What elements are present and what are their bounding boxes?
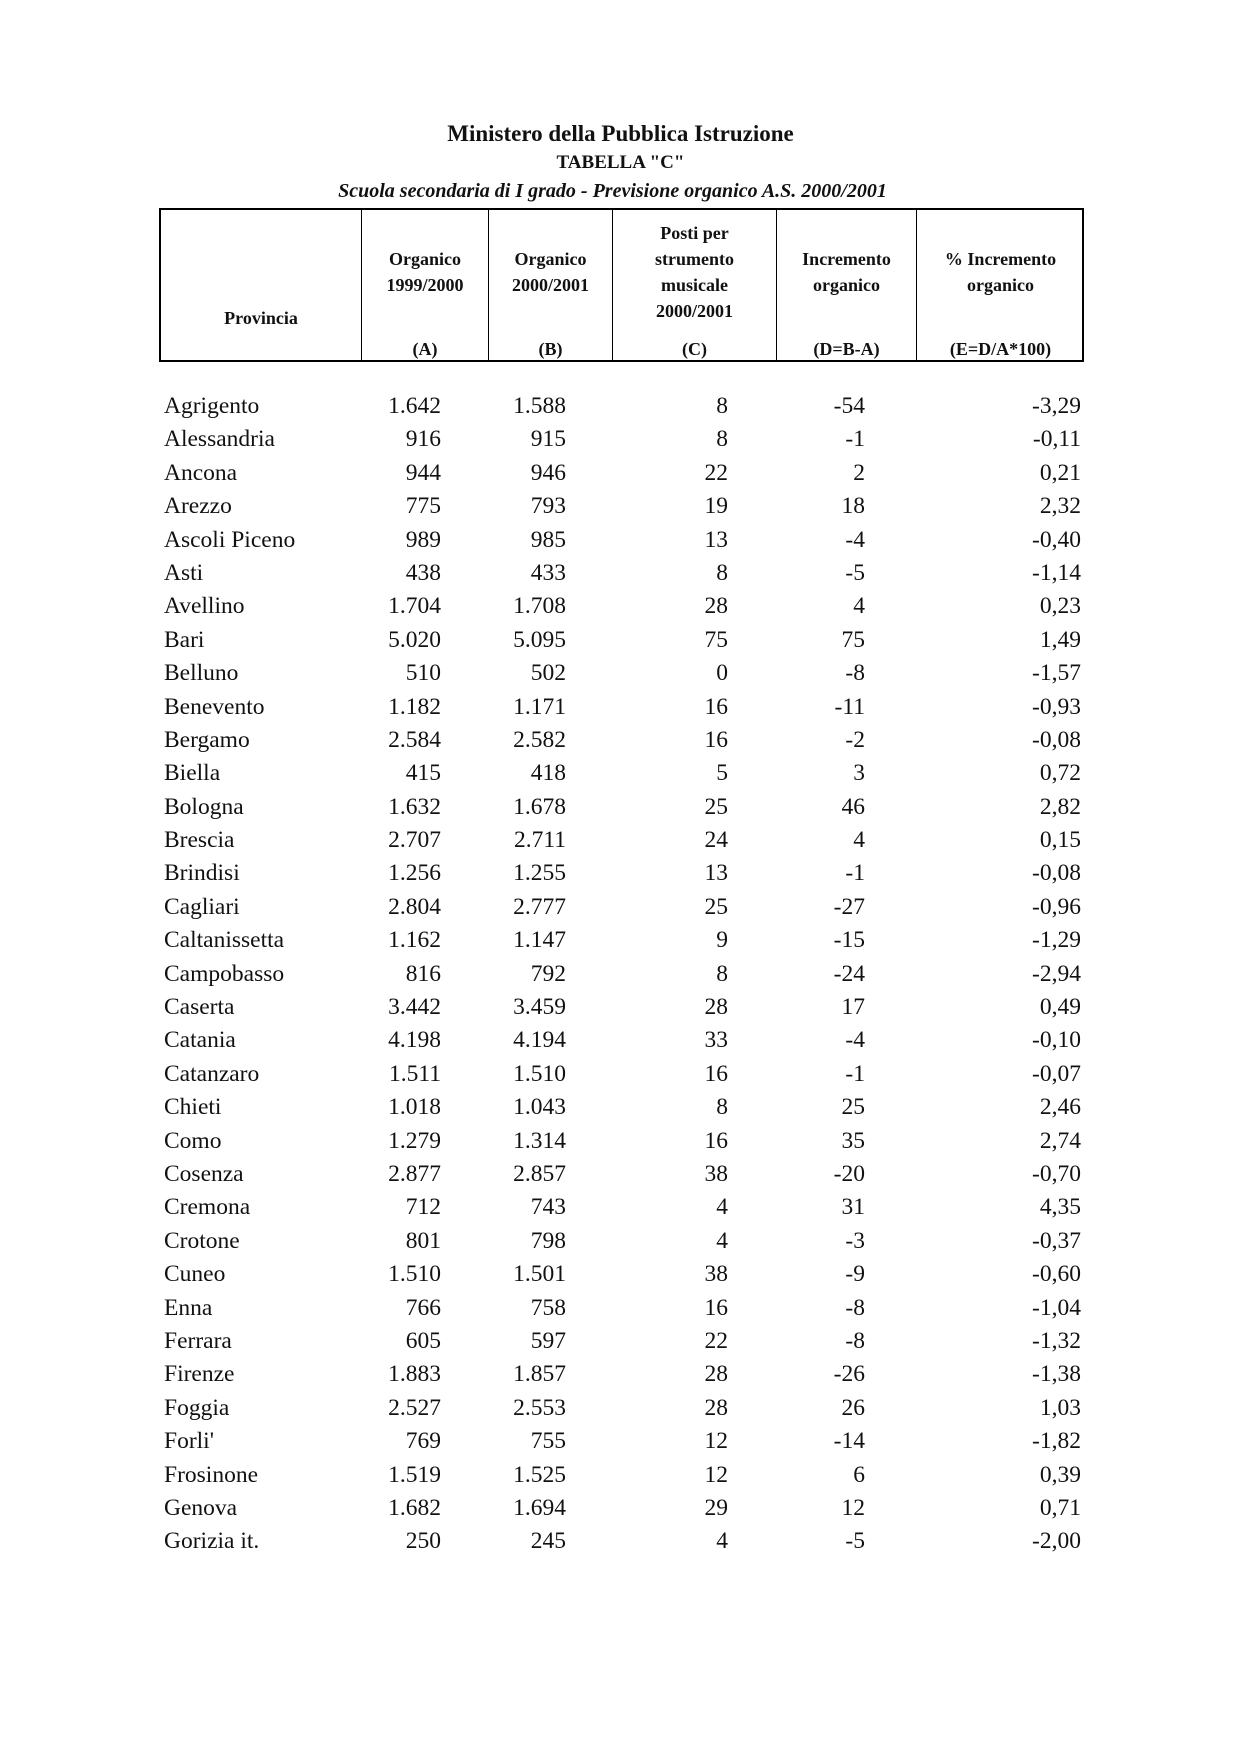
provincia-cell: Bari — [164, 626, 205, 653]
posti-strumento-cell: 38 — [704, 1261, 728, 1288]
perc-incremento-cell: -0,96 — [1032, 893, 1081, 920]
organico-2000-cell: 502 — [530, 660, 566, 687]
organico-2000-cell: 1.510 — [513, 1060, 566, 1087]
posti-strumento-cell: 12 — [704, 1461, 728, 1488]
organico-1999-cell: 2.877 — [388, 1160, 441, 1187]
organico-2000-cell: 433 — [530, 559, 566, 586]
table-row — [159, 991, 1084, 1024]
organico-2000-cell: 245 — [530, 1528, 566, 1555]
incremento-cell: 75 — [841, 626, 865, 653]
organico-2000-cell: 792 — [530, 960, 566, 987]
table-row — [159, 1258, 1084, 1291]
table-row — [159, 1024, 1084, 1057]
provincia-cell: Arezzo — [164, 493, 232, 520]
table-label: TABELLA "C" — [556, 152, 685, 173]
column-header-code: (D=B-A) — [813, 339, 880, 359]
organico-2000-cell: 1.314 — [513, 1127, 566, 1154]
provincia-cell: Frosinone — [164, 1461, 258, 1488]
table-row — [159, 1058, 1084, 1091]
column-header-label: Organico 2000/2001 — [511, 249, 589, 295]
incremento-cell: 31 — [841, 1194, 865, 1221]
incremento-cell: -4 — [845, 526, 865, 553]
table-row — [159, 1225, 1084, 1258]
perc-incremento-cell: 1,49 — [1039, 626, 1081, 653]
organico-1999-cell: 1.256 — [388, 860, 441, 887]
table-row — [159, 1191, 1084, 1224]
organico-1999-cell: 1.162 — [388, 927, 441, 954]
provincia-cell: Campobasso — [164, 960, 285, 987]
organico-2000-cell: 755 — [530, 1428, 566, 1455]
organico-2000-cell: 1.678 — [513, 793, 566, 820]
organico-2000-cell: 2.777 — [513, 893, 566, 920]
posti-strumento-cell: 38 — [704, 1160, 728, 1187]
perc-incremento-cell: -2,00 — [1032, 1528, 1081, 1555]
table-row — [159, 857, 1084, 890]
table-row — [159, 624, 1084, 657]
organico-2000-cell: 597 — [530, 1327, 566, 1354]
perc-incremento-cell: -1,82 — [1032, 1428, 1081, 1455]
table-row — [159, 1392, 1084, 1425]
provincia-cell: Ferrara — [164, 1327, 232, 1354]
header-organico-2000 — [489, 210, 613, 360]
organico-1999-cell: 775 — [405, 493, 441, 520]
posti-strumento-cell: 8 — [716, 559, 728, 586]
header-organico-1999 — [362, 210, 489, 360]
table-subtitle: Scuola secondaria di I grado - Previsione organico A.S. 2000/2001 — [338, 180, 887, 202]
organico-2000-cell: 798 — [530, 1227, 566, 1254]
organico-2000-cell: 418 — [530, 760, 566, 787]
incremento-cell: 26 — [841, 1394, 865, 1421]
incremento-cell: 2 — [853, 459, 865, 486]
incremento-cell: -15 — [833, 927, 865, 954]
table-row — [159, 1358, 1084, 1391]
table-row — [159, 1091, 1084, 1124]
table-row — [159, 958, 1084, 991]
perc-incremento-cell: 2,82 — [1039, 793, 1081, 820]
organico-2000-cell: 1.147 — [513, 927, 566, 954]
provincia-cell: Como — [164, 1127, 222, 1154]
perc-incremento-cell: -1,32 — [1032, 1327, 1081, 1354]
organico-2000-cell: 1.708 — [513, 593, 566, 620]
provincia-cell: Crotone — [164, 1227, 240, 1254]
column-header-label: % Incremento organico — [944, 249, 1057, 295]
posti-strumento-cell: 29 — [704, 1494, 728, 1521]
provincia-cell: Genova — [164, 1494, 238, 1521]
posti-strumento-cell: 16 — [704, 1294, 728, 1321]
incremento-cell: -14 — [833, 1428, 865, 1455]
provincia-cell: Ancona — [164, 459, 238, 486]
table-row — [159, 891, 1084, 924]
organico-1999-cell: 712 — [405, 1194, 441, 1221]
provincia-cell: Cosenza — [164, 1160, 244, 1187]
perc-incremento-cell: -0,07 — [1032, 1060, 1081, 1087]
organico-1999-cell: 944 — [405, 459, 441, 486]
incremento-cell: -26 — [833, 1361, 865, 1388]
table-row — [159, 1459, 1084, 1492]
organico-1999-cell: 4.198 — [388, 1027, 441, 1054]
perc-incremento-cell: 4,35 — [1039, 1194, 1081, 1221]
incremento-cell: -27 — [833, 893, 865, 920]
organico-2000-cell: 1.694 — [513, 1494, 566, 1521]
table-row — [159, 1425, 1084, 1458]
perc-incremento-cell: -1,29 — [1032, 927, 1081, 954]
perc-incremento-cell: 2,46 — [1039, 1094, 1081, 1121]
provincia-cell: Asti — [164, 559, 204, 586]
organico-1999-cell: 989 — [405, 526, 441, 553]
provincia-cell: Foggia — [164, 1394, 230, 1421]
table-row — [159, 657, 1084, 690]
provincia-cell: Biella — [164, 760, 221, 787]
perc-incremento-cell: 0,39 — [1039, 1461, 1081, 1488]
organico-2000-cell: 793 — [530, 493, 566, 520]
incremento-cell: -4 — [845, 1027, 865, 1054]
organico-1999-cell: 2.707 — [388, 827, 441, 854]
table-header — [159, 208, 1084, 362]
header-perc-incremento — [917, 210, 1084, 360]
perc-incremento-cell: -0,40 — [1032, 526, 1081, 553]
table-body — [159, 390, 1084, 1559]
posti-strumento-cell: 8 — [716, 426, 728, 453]
posti-strumento-cell: 12 — [704, 1428, 728, 1455]
provincia-cell: Caltanissetta — [164, 927, 285, 954]
provincia-cell: Belluno — [164, 660, 239, 687]
incremento-cell: -1 — [845, 860, 865, 887]
perc-incremento-cell: -2,94 — [1032, 960, 1081, 987]
organico-2000-cell: 1.255 — [513, 860, 566, 887]
organico-2000-cell: 1.171 — [513, 693, 566, 720]
posti-strumento-cell: 24 — [704, 827, 728, 854]
table-row — [159, 924, 1084, 957]
column-header-code: (E=D/A*100) — [949, 339, 1052, 359]
provincia-cell: Bologna — [164, 793, 244, 820]
organico-1999-cell: 1.642 — [388, 393, 441, 419]
posti-strumento-cell: 4 — [716, 1227, 728, 1254]
provincia-cell: Brescia — [164, 827, 235, 854]
provincia-cell: Cuneo — [164, 1261, 226, 1288]
posti-strumento-cell: 9 — [716, 927, 728, 954]
table-row — [159, 1492, 1084, 1525]
incremento-cell: -24 — [833, 960, 865, 987]
posti-strumento-cell: 16 — [704, 726, 728, 753]
provincia-cell: Gorizia it. — [164, 1528, 260, 1555]
perc-incremento-cell: -1,14 — [1032, 559, 1081, 586]
provincia-cell: Cagliari — [164, 893, 240, 920]
perc-incremento-cell: 0,71 — [1039, 1494, 1081, 1521]
provincia-cell: Bergamo — [164, 726, 250, 753]
column-header-code: (C) — [682, 339, 707, 359]
table-row — [159, 791, 1084, 824]
perc-incremento-cell: -1,38 — [1032, 1361, 1081, 1388]
ministry-title: Ministero della Pubblica Istruzione — [447, 121, 794, 146]
column-header-label: Organico 1999/2000 — [386, 249, 464, 295]
posti-strumento-cell: 22 — [704, 1327, 728, 1354]
provincia-cell: Avellino — [164, 593, 245, 620]
organico-2000-cell: 2.553 — [513, 1394, 566, 1421]
organico-2000-cell: 1.525 — [513, 1461, 566, 1488]
organico-1999-cell: 769 — [405, 1428, 441, 1455]
provincia-cell: Firenze — [164, 1361, 235, 1388]
organico-1999-cell: 1.279 — [388, 1127, 441, 1154]
table-row — [159, 1325, 1084, 1358]
incremento-cell: 35 — [841, 1127, 865, 1154]
table-row — [159, 691, 1084, 724]
perc-incremento-cell: 0,15 — [1039, 827, 1081, 854]
perc-incremento-cell: -1,57 — [1032, 660, 1081, 687]
posti-strumento-cell: 16 — [704, 693, 728, 720]
provincia-cell: Caserta — [164, 994, 235, 1021]
organico-2000-cell: 2.857 — [513, 1160, 566, 1187]
organico-1999-cell: 250 — [405, 1528, 441, 1555]
organico-1999-cell: 5.020 — [388, 626, 441, 653]
organico-2000-cell: 1.588 — [513, 393, 566, 419]
organico-1999-cell: 1.519 — [388, 1461, 441, 1488]
incremento-cell: -8 — [845, 1327, 865, 1354]
perc-incremento-cell: -0,08 — [1032, 860, 1081, 887]
perc-incremento-cell: 0,72 — [1039, 760, 1081, 787]
perc-incremento-cell: -0,60 — [1032, 1261, 1081, 1288]
provincia-cell: Forli' — [164, 1428, 214, 1455]
column-header-label: Posti per strumento musicale 2000/2001 — [655, 223, 734, 321]
perc-incremento-cell: -0,93 — [1032, 693, 1081, 720]
organico-1999-cell: 2.804 — [388, 893, 441, 920]
column-header-code: (B) — [538, 339, 563, 359]
organico-1999-cell: 1.018 — [388, 1094, 441, 1121]
posti-strumento-cell: 8 — [716, 960, 728, 987]
organico-2000-cell: 915 — [530, 426, 566, 453]
organico-1999-cell: 1.704 — [388, 593, 441, 620]
incremento-cell: -5 — [845, 1528, 865, 1555]
incremento-cell: -5 — [845, 559, 865, 586]
perc-incremento-cell: 2,32 — [1039, 493, 1081, 520]
posti-strumento-cell: 4 — [716, 1194, 728, 1221]
header-posti-strumento — [613, 210, 777, 360]
posti-strumento-cell: 8 — [716, 1094, 728, 1121]
organico-1999-cell: 801 — [405, 1227, 441, 1254]
incremento-cell: -9 — [845, 1261, 865, 1288]
incremento-cell: -2 — [845, 726, 865, 753]
organico-2000-cell: 946 — [530, 459, 566, 486]
organico-1999-cell: 766 — [405, 1294, 441, 1321]
perc-incremento-cell: 0,21 — [1039, 459, 1081, 486]
table-row — [159, 390, 1084, 423]
organico-1999-cell: 415 — [405, 760, 441, 787]
provincia-cell: Catania — [164, 1027, 236, 1054]
provincia-cell: Chieti — [164, 1094, 222, 1121]
provincia-cell: Benevento — [164, 693, 265, 720]
perc-incremento-cell: -0,11 — [1032, 426, 1081, 453]
column-header-code: (A) — [412, 339, 438, 359]
posti-strumento-cell: 19 — [704, 493, 728, 520]
organico-2000-cell: 2.582 — [513, 726, 566, 753]
organico-1999-cell: 605 — [405, 1327, 441, 1354]
table-row — [159, 824, 1084, 857]
incremento-cell: -54 — [833, 393, 865, 419]
provincia-cell: Brindisi — [164, 860, 240, 887]
perc-incremento-cell: -3,29 — [1032, 393, 1081, 419]
posti-strumento-cell: 25 — [704, 793, 728, 820]
provincia-cell: Agrigento — [164, 393, 260, 419]
incremento-cell: -3 — [845, 1227, 865, 1254]
column-header-label: Incremento organico — [802, 249, 891, 295]
incremento-cell: -11 — [834, 693, 865, 720]
table-row — [159, 457, 1084, 490]
table-row — [159, 490, 1084, 523]
perc-incremento-cell: -0,08 — [1032, 726, 1081, 753]
incremento-cell: 25 — [841, 1094, 865, 1121]
incremento-cell: -20 — [833, 1160, 865, 1187]
organico-1999-cell: 510 — [405, 660, 441, 687]
provincia-cell: Alessandria — [164, 426, 275, 453]
posti-strumento-cell: 28 — [704, 1394, 728, 1421]
incremento-cell: 18 — [841, 493, 865, 520]
perc-incremento-cell: -0,70 — [1032, 1160, 1081, 1187]
perc-incremento-cell: -0,37 — [1032, 1227, 1081, 1254]
organico-2000-cell: 5.095 — [513, 626, 566, 653]
posti-strumento-cell: 28 — [704, 994, 728, 1021]
organico-2000-cell: 1.501 — [513, 1261, 566, 1288]
provincia-cell: Cremona — [164, 1194, 251, 1221]
incremento-cell: 4 — [853, 827, 865, 854]
organico-2000-cell: 2.711 — [513, 827, 566, 854]
organico-1999-cell: 2.584 — [388, 726, 441, 753]
incremento-cell: 46 — [841, 793, 865, 820]
organico-1999-cell: 916 — [405, 426, 441, 453]
organico-2000-cell: 985 — [530, 526, 566, 553]
posti-strumento-cell: 8 — [716, 393, 728, 419]
table-row — [159, 524, 1084, 557]
perc-incremento-cell: 0,23 — [1039, 593, 1081, 620]
organico-2000-cell: 4.194 — [513, 1027, 566, 1054]
organico-1999-cell: 1.182 — [388, 693, 441, 720]
organico-2000-cell: 743 — [530, 1194, 566, 1221]
posti-strumento-cell: 33 — [704, 1027, 728, 1054]
provincia-cell: Ascoli Piceno — [164, 526, 296, 553]
provincia-cell: Catanzaro — [164, 1060, 260, 1087]
organico-2000-cell: 1.857 — [513, 1361, 566, 1388]
organico-1999-cell: 3.442 — [388, 994, 441, 1021]
column-header-label: Provincia — [224, 308, 298, 328]
posti-strumento-cell: 13 — [704, 526, 728, 553]
posti-strumento-cell: 25 — [704, 893, 728, 920]
table-row — [159, 1292, 1084, 1325]
provincia-cell: Enna — [164, 1294, 213, 1321]
posti-strumento-cell: 16 — [704, 1060, 728, 1087]
perc-incremento-cell: -1,04 — [1032, 1294, 1081, 1321]
posti-strumento-cell: 16 — [704, 1127, 728, 1154]
incremento-cell: 17 — [841, 994, 865, 1021]
table-row — [159, 1525, 1084, 1558]
posti-strumento-cell: 28 — [704, 593, 728, 620]
table-row — [159, 423, 1084, 456]
table-row — [159, 590, 1084, 623]
posti-strumento-cell: 75 — [704, 626, 728, 653]
perc-incremento-cell: 0,49 — [1039, 994, 1081, 1021]
incremento-cell: -1 — [845, 426, 865, 453]
header-incremento — [777, 210, 917, 360]
table-row — [159, 757, 1084, 790]
incremento-cell: -8 — [845, 660, 865, 687]
organico-1999-cell: 2.527 — [388, 1394, 441, 1421]
incremento-cell: 4 — [853, 593, 865, 620]
header-provincia — [161, 210, 362, 360]
organico-2000-cell: 1.043 — [513, 1094, 566, 1121]
posti-strumento-cell: 13 — [704, 860, 728, 887]
incremento-cell: 6 — [853, 1461, 865, 1488]
organico-2000-cell: 758 — [530, 1294, 566, 1321]
table-row — [159, 1158, 1084, 1191]
table-row — [159, 724, 1084, 757]
incremento-cell: -1 — [845, 1060, 865, 1087]
organico-1999-cell: 1.883 — [388, 1361, 441, 1388]
organico-1999-cell: 1.682 — [388, 1494, 441, 1521]
organico-1999-cell: 438 — [405, 559, 441, 586]
incremento-cell: 12 — [841, 1494, 865, 1521]
perc-incremento-cell: 2,74 — [1039, 1127, 1081, 1154]
organico-1999-cell: 816 — [405, 960, 441, 987]
posti-strumento-cell: 0 — [716, 660, 728, 687]
organico-1999-cell: 1.511 — [388, 1060, 441, 1087]
posti-strumento-cell: 5 — [716, 760, 728, 787]
organico-1999-cell: 1.510 — [388, 1261, 441, 1288]
posti-strumento-cell: 4 — [716, 1528, 728, 1555]
incremento-cell: 3 — [853, 760, 865, 787]
table-row — [159, 1125, 1084, 1158]
posti-strumento-cell: 28 — [704, 1361, 728, 1388]
posti-strumento-cell: 22 — [704, 459, 728, 486]
perc-incremento-cell: -0,10 — [1032, 1027, 1081, 1054]
organico-2000-cell: 3.459 — [513, 994, 566, 1021]
incremento-cell: -8 — [845, 1294, 865, 1321]
table-row — [159, 557, 1084, 590]
organico-1999-cell: 1.632 — [388, 793, 441, 820]
perc-incremento-cell: 1,03 — [1039, 1394, 1081, 1421]
